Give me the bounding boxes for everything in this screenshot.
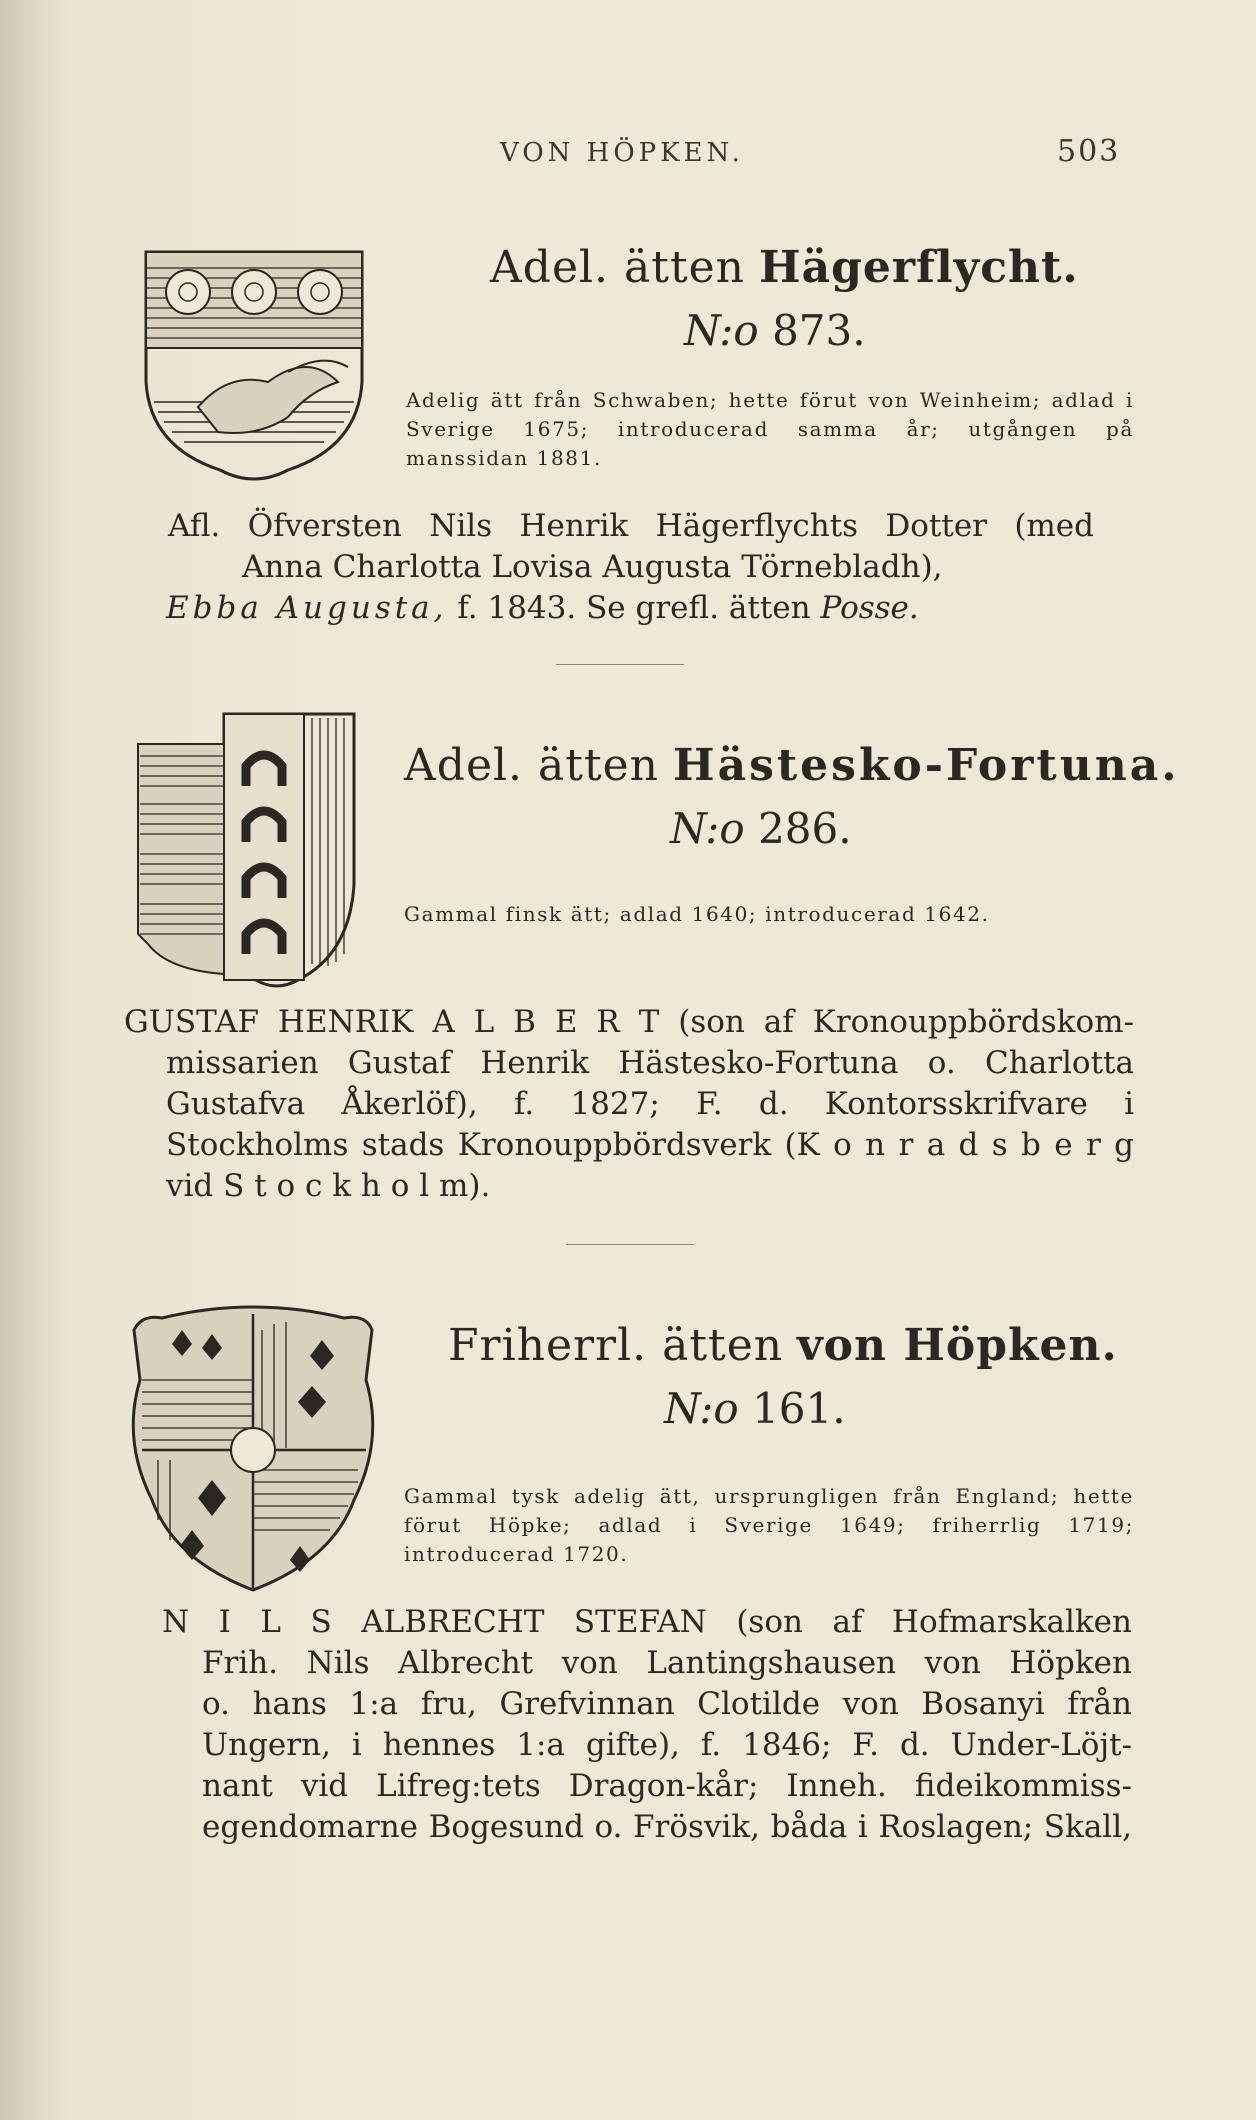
entry-line: nant vid Lifreg:tets Dragon-kår; Inneh. fideikommiss- <box>202 1768 1132 1804</box>
title-prefix: Adel. ätten <box>404 740 659 791</box>
entry-line: Stockholms stads Kronouppbördsverk (K o n r a d s b e r g <box>166 1127 1134 1163</box>
coat-of-arms-hastesko-fortuna <box>128 704 384 1000</box>
coat-of-arms-hagerflycht <box>138 232 370 494</box>
entry-text <box>162 1602 1132 1848</box>
entry-line: Ungern, i hennes 1:a gifte), f. 1846; F. d. Under-Löjt- <box>202 1727 1132 1763</box>
family-name: Hästesko-Fortuna. <box>673 740 1180 791</box>
number-label: N:o <box>664 1384 739 1433</box>
entry-line: vid S t o c k h o l m). <box>166 1168 491 1204</box>
entry-line: Frih. Nils Albrecht von Lantingshausen von Höpken <box>202 1645 1132 1681</box>
number-label: N:o <box>684 306 759 355</box>
family-number <box>684 306 866 355</box>
entry-name: Ebba Augusta, <box>166 590 448 626</box>
entry-line: missarien Gustaf Henrik Hästesko-Fortuna o. Charlotta <box>166 1045 1134 1081</box>
entry-text <box>168 506 1094 629</box>
entry-line: Anna Charlotta Lovisa Augusta Törnebladh), <box>242 549 943 585</box>
running-title: VON HÖPKEN. <box>500 138 744 168</box>
entry-line: egendomarne Bogesund o. Frösvik, båda i Roslagen; Skall, <box>202 1809 1132 1845</box>
section-divider <box>566 1244 694 1245</box>
family-name: Hägerflycht. <box>759 242 1079 293</box>
family-name: von Höpken. <box>797 1320 1118 1371</box>
number-label: N:o <box>670 804 745 853</box>
entry-line: Gustafva Åkerlöf), f. 1827; F. d. Kontorsskrifvare i <box>166 1086 1134 1122</box>
family-number <box>670 804 852 853</box>
family-description: Adelig ätt från Schwaben; hette förut von Weinheim; adlad i Sverige 1675; introducerad samma år; utgången på manssidan 1881. <box>406 388 1134 470</box>
entry-text <box>124 1002 1134 1207</box>
entry-line: o. hans 1:a fru, Grefvinnan Clotilde von Bosanyi från <box>202 1686 1132 1722</box>
number-value: 161. <box>752 1384 846 1433</box>
page-number: 503 <box>1057 134 1121 169</box>
entry-line: Afl. Öfversten Nils Henrik Hägerflychts Dotter (med <box>168 508 1094 544</box>
entry-line: N I L S ALBRECHT STEFAN (son af Hofmarskalken <box>162 1604 1132 1640</box>
section-divider <box>556 664 684 665</box>
number-value: 873. <box>772 306 866 355</box>
section-title-hastesko-fortuna <box>404 740 1180 791</box>
number-value: 286. <box>758 804 852 853</box>
entry-line: GUSTAF HENRIK A L B E R T (son af Kronouppbördskom- <box>124 1004 1134 1040</box>
section-title-von-hopken <box>448 1320 1118 1371</box>
coat-of-arms-von-hopken <box>122 1300 384 1596</box>
family-description: Gammal finsk ätt; adlad 1640; introducerad 1642. <box>404 902 990 926</box>
section-title-hagerflycht <box>490 242 1079 293</box>
family-number <box>664 1384 846 1433</box>
title-prefix: Friherrl. ätten <box>448 1320 784 1371</box>
entry-reference: Posse. <box>820 590 919 626</box>
family-description: Gammal tysk adelig ätt, ursprungligen från England; hette förut Höpke; adlad i Sverige 1649; friherrlig 1719; introducerad 1720. <box>404 1484 1134 1566</box>
title-prefix: Adel. ätten <box>490 242 745 293</box>
entry-tail: f. 1843. Se grefl. ätten <box>457 590 811 626</box>
